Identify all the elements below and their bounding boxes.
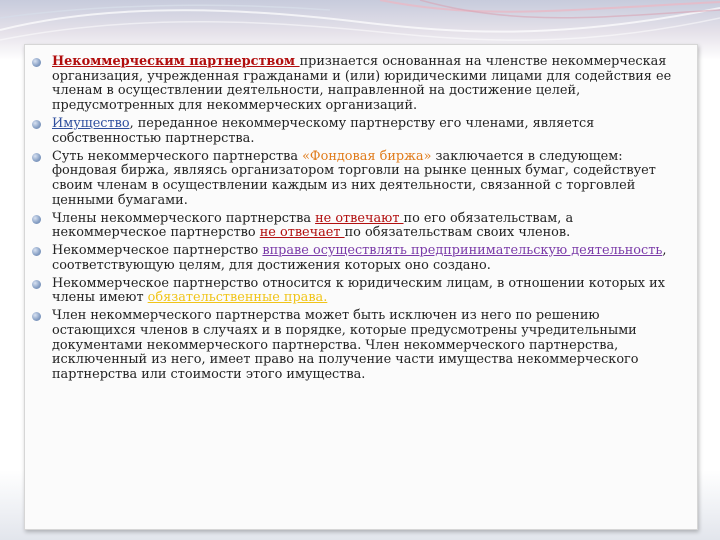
bullet-icon xyxy=(32,215,41,224)
item-text: заключается в следующем: фондовая биржа, являясь организатором торговли на рынке ценных бумаг, содействует своим членам в осуществлении каждым из них деятельности, связанной с торговлей ценными бумагами. xyxy=(52,148,656,208)
bullet-icon xyxy=(32,280,41,289)
bullet-icon xyxy=(32,120,41,129)
item-text: признается основанная на членстве некоммерческая организация, учрежденная гражданами и (или) юридическими лицами для содействия ее членам в осуществлении деятельности, направленной на достижение целей, предусмотренных для некоммерческих организаций. xyxy=(52,54,672,114)
term-highlight: «Фондовая биржа» xyxy=(302,148,436,164)
term-highlight: обязательственные права. xyxy=(147,290,328,306)
item-text: Некоммерческое партнерство относится к юридическим лицам, в отношении которых их члены имеют xyxy=(52,275,665,306)
list-item xyxy=(30,212,684,241)
item-text: Члены некоммерческого партнерства xyxy=(52,210,316,226)
item-text: , соответствующую целям, для достижения которых оно создано. xyxy=(52,243,667,273)
list-item xyxy=(30,150,684,209)
term-highlight: не отвечают xyxy=(315,210,404,226)
term-highlight: вправе осуществлять предпринимательскую деятельность xyxy=(262,243,663,259)
term-highlight: не отвечает xyxy=(259,225,345,241)
term-highlight: Некоммерческим партнерством xyxy=(52,54,300,69)
item-text: , переданное некоммерческому партнерству его членами, является собственностью партнерства. xyxy=(52,116,595,146)
list-item xyxy=(30,244,684,273)
list-item xyxy=(30,277,684,306)
item-text: по обязательствам своих членов. xyxy=(344,225,571,241)
list-item xyxy=(30,55,684,114)
item-text: Суть некоммерческого партнерства xyxy=(52,148,303,164)
bullet-icon xyxy=(32,312,41,321)
bullet-icon xyxy=(32,247,41,256)
bullet-list xyxy=(30,55,684,386)
bullet-icon xyxy=(32,58,41,67)
term-highlight: Имущество xyxy=(52,116,130,131)
bullet-icon xyxy=(32,153,41,162)
item-text: Некоммерческое партнерство xyxy=(52,243,263,259)
list-item xyxy=(30,309,684,383)
item-text: по его обязательствам, а некоммерческое партнерство xyxy=(52,210,574,241)
list-item xyxy=(30,117,684,146)
item-text: Член некоммерческого партнерства может быть исключен из него по решению остающихся членов в случаях и в порядке, которые предусмотрены учредительными документами некоммерческого партнерства. Член некоммерческого партнерства, исключенный из него, имеет право на получение части имущества некоммерческого партнерства или стоимости этого имущества. xyxy=(52,308,639,383)
